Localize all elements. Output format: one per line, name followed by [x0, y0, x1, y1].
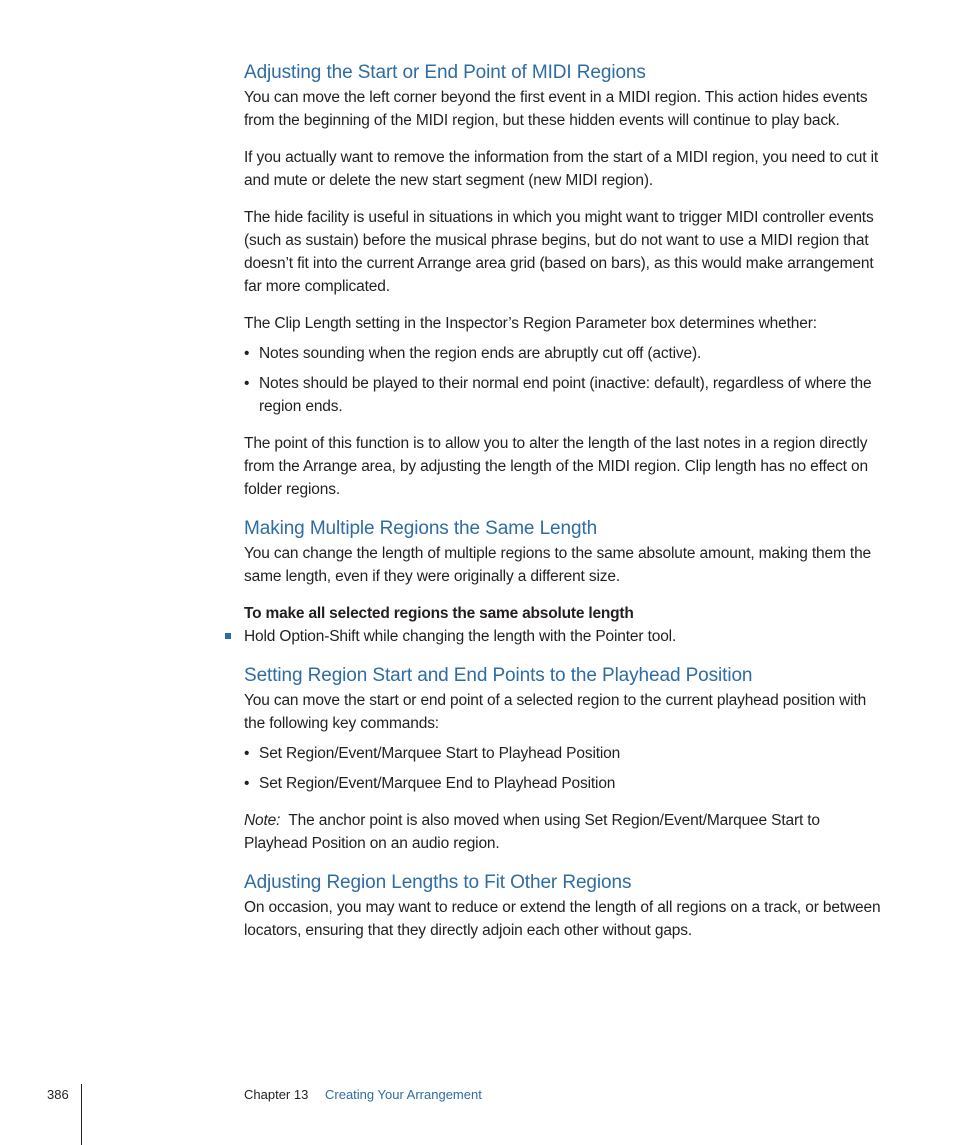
paragraph: The hide facility is useful in situations in which you might want to trigger MIDI controller events (such as sustain) before the musical phrase begins, but do not want to use a MIDI region that doesn’t fit into the current Arrange area grid (based on bars), as this would make arrangement far more complicated. — [244, 209, 874, 295]
chapter-title: Creating Your Arrangement — [325, 1087, 482, 1102]
section-heading: Making Multiple Regions the Same Length — [244, 518, 598, 539]
note-paragraph — [244, 809, 884, 855]
note-label: Note: — [244, 812, 281, 829]
section-heading: Setting Region Start and End Points to the Playhead Position — [244, 665, 753, 686]
list-item — [244, 742, 884, 765]
list-item — [244, 342, 884, 365]
list-item-text: Set Region/Event/Marquee End to Playhead Position — [259, 775, 616, 792]
bullet-list — [244, 342, 884, 418]
paragraph: You can change the length of multiple regions to the same absolute amount, making them the same length, even if they were originally a different size. — [244, 545, 872, 585]
section-heading: Adjusting Region Lengths to Fit Other Regions — [244, 872, 632, 893]
section-heading: Adjusting the Start or End Point of MIDI Regions — [244, 62, 646, 83]
paragraph: The Clip Length setting in the Inspector’s Region Parameter box determines whether: — [244, 315, 817, 332]
list-item-text: Notes sounding when the region ends are abruptly cut off (active). — [259, 345, 702, 362]
page-content — [244, 60, 884, 942]
list-item-text: Set Region/Event/Marquee Start to Playhead Position — [259, 745, 621, 762]
paragraph: You can move the start or end point of a selected region to the current playhead position with the following key commands: — [244, 692, 867, 732]
task-step — [244, 625, 884, 648]
paragraph: You can move the left corner beyond the first event in a MIDI region. This action hides events from the beginning of the MIDI region, but these hidden events will continue to play back. — [244, 89, 868, 129]
task-step-text: Hold Option-Shift while changing the length with the Pointer tool. — [244, 628, 677, 645]
bullet-icon: • — [244, 745, 250, 762]
note-text: The anchor point is also moved when using Set Region/Event/Marquee Start to Playhead Position on an audio region. — [244, 812, 825, 852]
bullet-icon: • — [244, 345, 250, 362]
bullet-list — [244, 742, 884, 795]
bullet-icon: • — [244, 775, 250, 792]
paragraph: On occasion, you may want to reduce or extend the length of all regions on a track, or between locators, ensuring that they directly adjoin each other without gaps. — [244, 899, 881, 939]
paragraph: The point of this function is to allow you to alter the length of the last notes in a region directly from the Arrange area, by adjusting the length of the MIDI region. Clip length has no effect on folder regions. — [244, 435, 868, 498]
bullet-icon: • — [244, 375, 250, 392]
chapter-label: Chapter 13 — [244, 1087, 309, 1102]
task-title: To make all selected regions the same absolute length — [244, 605, 634, 622]
list-item — [244, 372, 884, 418]
footer-divider — [81, 1084, 82, 1145]
list-item-text: Notes should be played to their normal end point (inactive: default), regardless of where the region ends. — [259, 375, 872, 415]
paragraph: If you actually want to remove the information from the start of a MIDI region, you need to cut it and mute or delete the new start segment (new MIDI region). — [244, 149, 879, 189]
page-number: 386 — [47, 1087, 69, 1102]
list-item — [244, 772, 884, 795]
square-bullet-icon — [225, 633, 231, 639]
